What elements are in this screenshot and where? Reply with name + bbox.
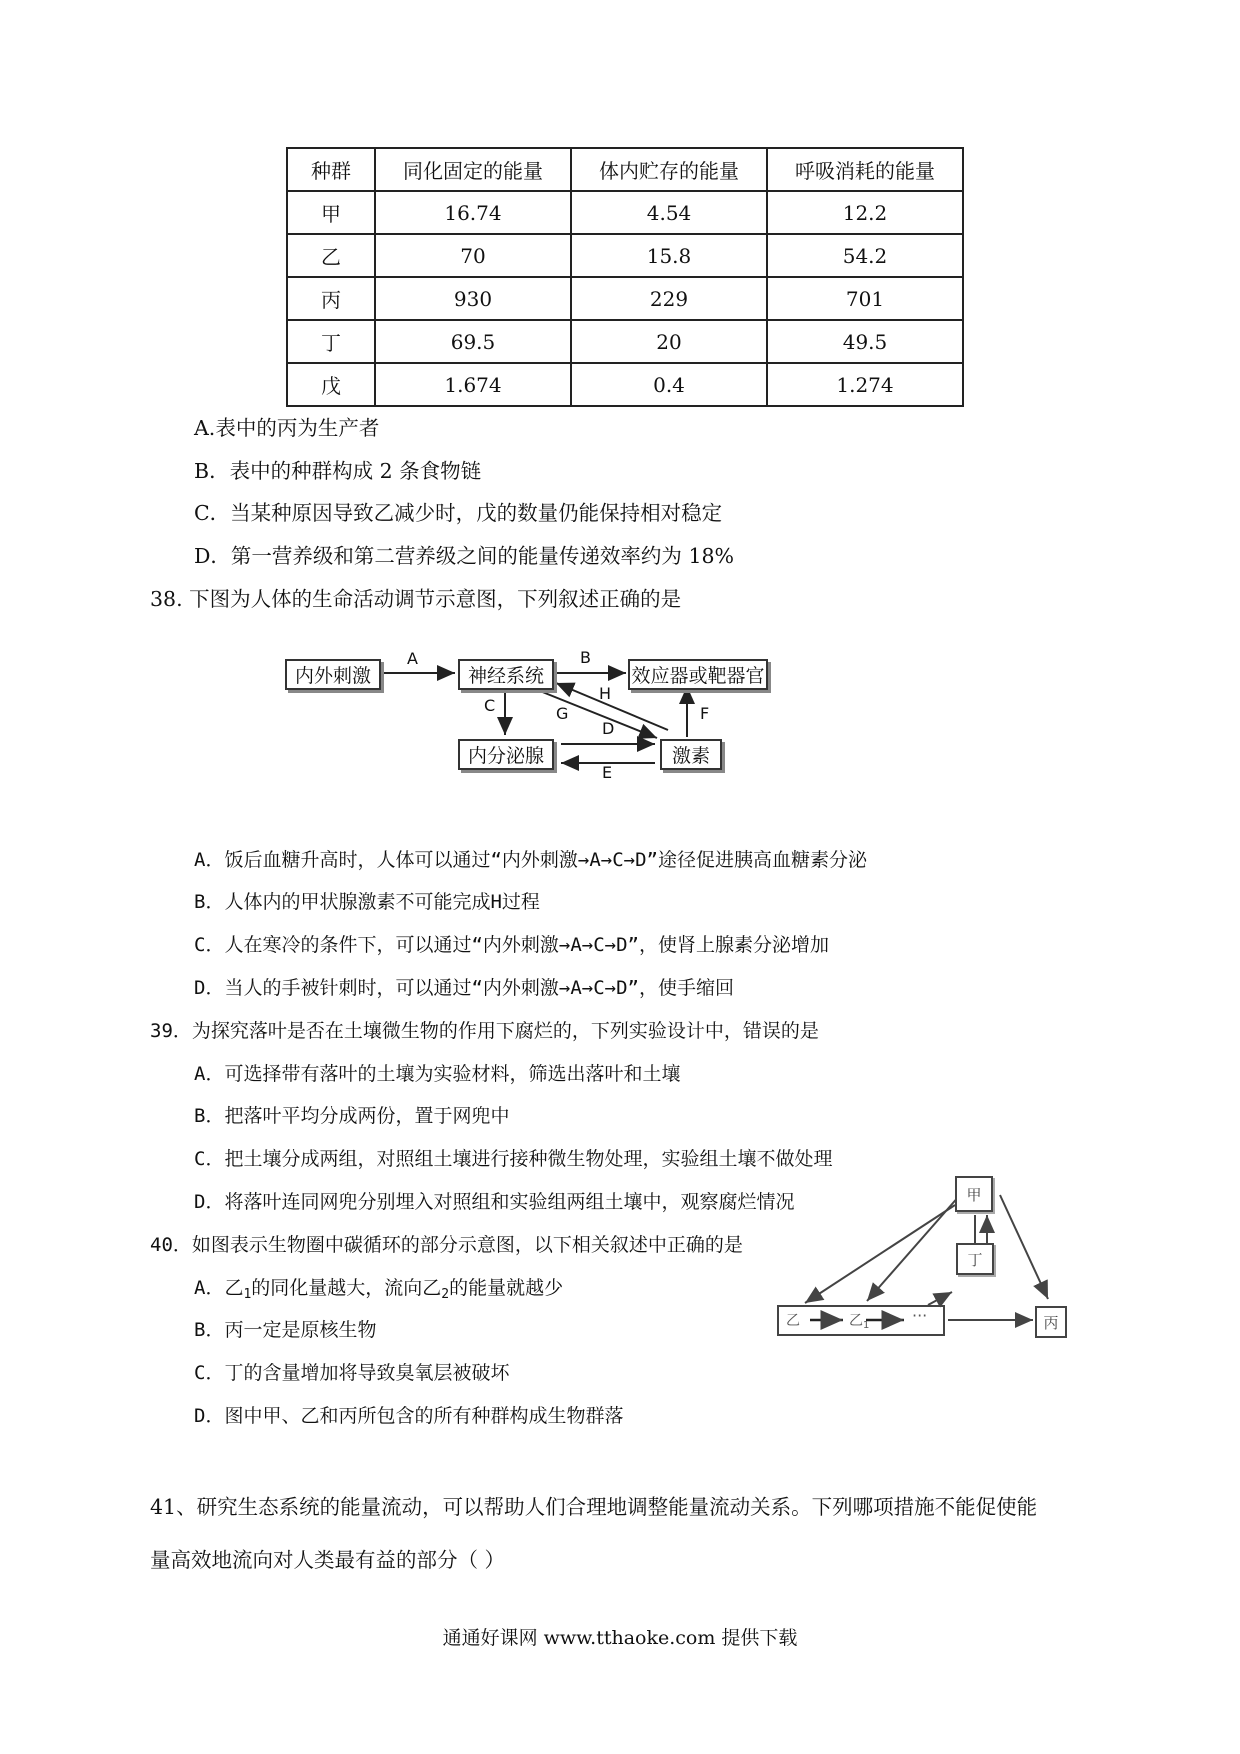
label-a: A bbox=[407, 649, 418, 668]
table-cell: 戊 bbox=[287, 363, 375, 406]
box-endocrine-gland: 内分泌腺 bbox=[458, 739, 554, 770]
box-nervous-system: 神经系统 bbox=[458, 659, 554, 690]
q39-option-b: B．把落叶平均分成两份，置于网兜中 bbox=[194, 1105, 510, 1127]
arrow-chain-to-ding bbox=[928, 1292, 952, 1305]
q41-line1: 41、研究生态系统的能量流动，可以帮助人们合理地调整能量流动关系。下列哪项措施不能促使能 bbox=[150, 1495, 1038, 1519]
q38-option-a: A．饭后血糖升高时，人体可以通过“内外刺激→A→C→D”途径促进胰高血糖素分泌 bbox=[194, 849, 867, 871]
table-cell: 1.274 bbox=[767, 363, 963, 406]
table-cell: 丁 bbox=[287, 320, 375, 363]
box-hormone: 激素 bbox=[660, 739, 722, 770]
arrow-ding-to-yi bbox=[805, 1205, 955, 1303]
label-h: H bbox=[599, 684, 612, 703]
q37-option-c: C．当某种原因导致乙减少时，戊的数量仍能保持相对稳定 bbox=[194, 501, 723, 525]
table-cell: 丙 bbox=[287, 277, 375, 320]
label-f: F bbox=[700, 704, 710, 723]
box-bing: 丙 bbox=[1035, 1306, 1067, 1338]
label-b: B bbox=[580, 648, 591, 667]
table-cell: 15.8 bbox=[571, 234, 767, 277]
page-footer: 通通好课网 www.tthaoke.com 提供下载 bbox=[442, 1627, 798, 1649]
table-cell: 甲 bbox=[287, 191, 375, 234]
q39-option-c: C．把土壤分成两组，对照组土壤进行接种微生物处理，实验组土壤不做处理 bbox=[194, 1148, 833, 1170]
table-cell: 0.4 bbox=[571, 363, 767, 406]
label-g: G bbox=[556, 704, 569, 723]
table-cell: 701 bbox=[767, 277, 963, 320]
table-header: 同化固定的能量 bbox=[375, 148, 571, 191]
box-jia: 甲 bbox=[955, 1176, 993, 1212]
chain-yi: 乙 bbox=[786, 1313, 800, 1329]
table-header: 种群 bbox=[287, 148, 375, 191]
box-effector: 效应器或靶器官 bbox=[628, 659, 768, 690]
box-stimulus: 内外刺激 bbox=[285, 659, 381, 690]
table-cell: 54.2 bbox=[767, 234, 963, 277]
q38-option-c: C．人在寒冷的条件下，可以通过“内外刺激→A→C→D”，使肾上腺素分泌增加 bbox=[194, 934, 829, 956]
q38-option-b: B．人体内的甲状腺激素不可能完成H过程 bbox=[194, 891, 540, 913]
q39-option-a: A．可选择带有落叶的土壤为实验材料，筛选出落叶和土壤 bbox=[194, 1063, 681, 1085]
label-e: E bbox=[602, 763, 613, 782]
q40-option-a: A．乙$_1$的同化量越大，流向乙$_2$的能量就越少 bbox=[194, 1277, 564, 1302]
table-cell: 1.674 bbox=[375, 363, 571, 406]
q40-option-b: B．丙一定是原核生物 bbox=[194, 1319, 377, 1341]
q38-option-d: D．当人的手被针刺时，可以通过“内外刺激→A→C→D”，使手缩回 bbox=[194, 977, 734, 999]
q40-stem: 40．如图表示生物圈中碳循环的部分示意图，以下相关叙述中正确的是 bbox=[150, 1234, 743, 1256]
table-cell: 16.74 bbox=[375, 191, 571, 234]
chain-yi1: 乙$_1$ bbox=[849, 1313, 870, 1331]
q39-option-d: D．将落叶连同网兜分别埋入对照组和实验组两组土壤中，观察腐烂情况 bbox=[194, 1191, 795, 1213]
q40-option-d: D．图中甲、乙和丙所包含的所有种群构成生物群落 bbox=[194, 1405, 624, 1427]
table-header: 呼吸消耗的能量 bbox=[767, 148, 963, 191]
table-cell: 49.5 bbox=[767, 320, 963, 363]
chain-ellipsis: ··· bbox=[912, 1306, 928, 1325]
table-cell: 930 bbox=[375, 277, 571, 320]
table-cell: 20 bbox=[571, 320, 767, 363]
q41-line2: 量高效地流向对人类最有益的部分（ ） bbox=[150, 1548, 506, 1572]
table-cell: 229 bbox=[571, 277, 767, 320]
table-cell: 70 bbox=[375, 234, 571, 277]
q40-option-c: C．丁的含量增加将导致臭氧层被破坏 bbox=[194, 1362, 510, 1384]
table-cell: 12.2 bbox=[767, 191, 963, 234]
q37-option-a: A.表中的丙为生产者 bbox=[194, 416, 380, 440]
label-d: D bbox=[602, 719, 615, 738]
label-c: C bbox=[484, 696, 496, 715]
table-cell: 4.54 bbox=[571, 191, 767, 234]
q39-stem: 39．为探究落叶是否在土壤微生物的作用下腐烂的，下列实验设计中，错误的是 bbox=[150, 1020, 819, 1042]
arrow-jia-to-bing bbox=[1000, 1195, 1048, 1299]
q38-stem: 38. 下图为人体的生命活动调节示意图，下列叙述正确的是 bbox=[150, 587, 682, 611]
table-cell: 乙 bbox=[287, 234, 375, 277]
q37-option-b: B．表中的种群构成 2 条食物链 bbox=[194, 459, 482, 483]
box-ding: 丁 bbox=[956, 1243, 994, 1275]
table-cell: 69.5 bbox=[375, 320, 571, 363]
table-header: 体内贮存的能量 bbox=[571, 148, 767, 191]
q37-option-d: D．第一营养级和第二营养级之间的能量传递效率约为 18% bbox=[194, 544, 735, 568]
